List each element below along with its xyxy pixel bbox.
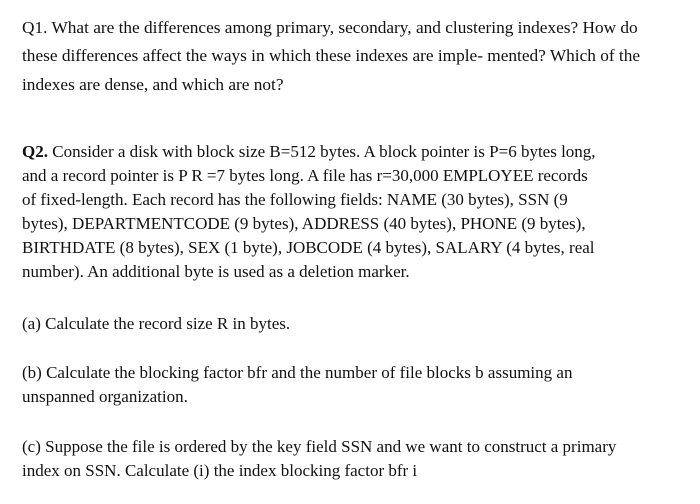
q2-line-1-text: Consider a disk with block size B=512 bytes. A block pointer is P=6 bytes long, xyxy=(47,142,596,161)
q2-label: Q2. xyxy=(22,142,48,161)
part-c-line-2: index on SSN. Calculate (i) the index blocking factor bfr i xyxy=(22,461,418,480)
q2-line-6: number). An additional byte is used as a deletion marker. xyxy=(22,262,410,281)
q2-line-5: BIRTHDATE (8 bytes), SEX (1 byte), JOBCODE (4 bytes), SALARY (4 bytes, real xyxy=(22,238,595,257)
q2-line-2: and a record pointer is P R =7 bytes long. A file has r=30,000 EMPLOYEE records xyxy=(22,166,588,185)
part-a-line-1: (a) Calculate the record size R in bytes. xyxy=(22,314,291,333)
q1-line-3: indexes are dense, and which are not? xyxy=(22,75,284,94)
q1-line-2: these differences affect the ways in which these indexes are imple- mented? Which of the xyxy=(22,46,641,65)
q2-line-3: of fixed-length. Each record has the following fields: NAME (30 bytes), SSN (9 xyxy=(22,190,568,209)
q2-line-1 xyxy=(22,142,596,162)
q2-line-4: bytes), DEPARTMENTCODE (9 bytes), ADDRESS (40 bytes), PHONE (9 bytes), xyxy=(22,214,586,233)
part-c-line-1: (c) Suppose the file is ordered by the key field SSN and we want to construct a primary xyxy=(22,437,617,456)
part-b-line-2: unspanned organization. xyxy=(22,387,188,406)
part-b-line-1: (b) Calculate the blocking factor bfr and the number of file blocks b assuming an xyxy=(22,363,573,382)
q1-line-1: Q1. What are the differences among primary, secondary, and clustering indexes? How do xyxy=(22,18,638,37)
